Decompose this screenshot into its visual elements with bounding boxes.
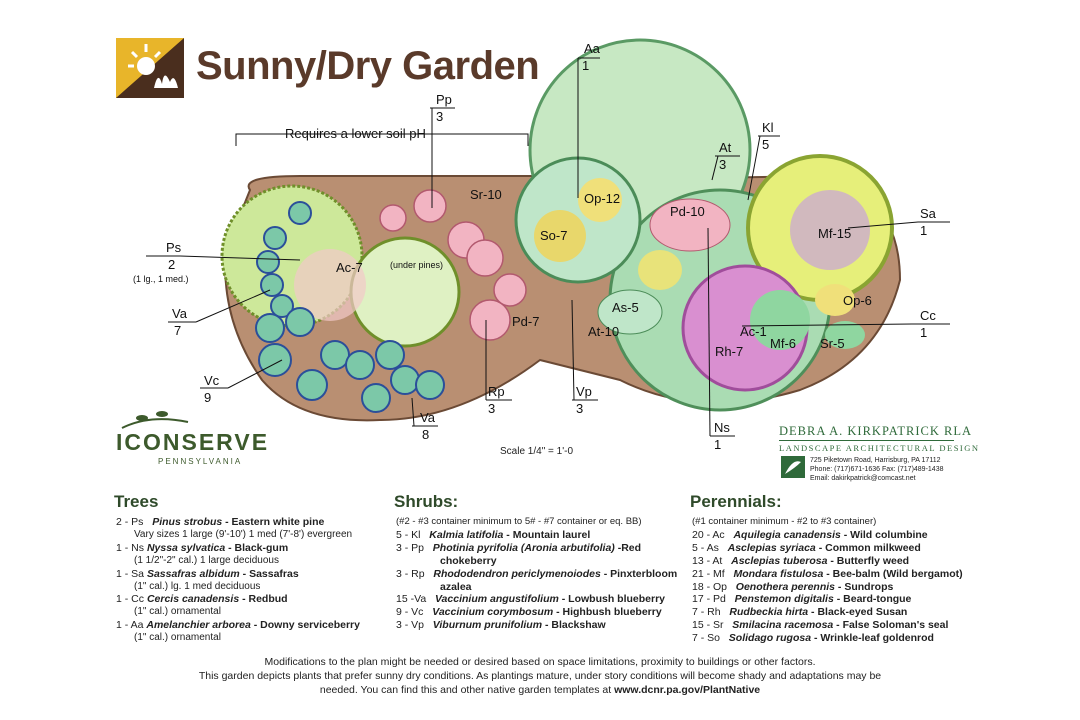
shrubs-heading: Shrubs: [394,492,459,511]
callout-vp: Vp [576,384,592,399]
list-item: 21 - Mf Mondara fistulosa - Bee-balm (Wild bergamot) [692,567,963,580]
list-item: 18 - Op Oenothera perennis - Sundrops [692,580,894,593]
bed-label: Op-6 [843,293,872,308]
ps-note: (1 lg., 1 med.) [133,274,189,284]
bed-label: Pd-7 [512,314,540,329]
callout-va: Va [172,306,187,321]
list-item: 1 - Aa Amelanchier arborea - Downy serviceberry [116,619,360,632]
designer-subtitle: LANDSCAPE ARCHITECTURAL DESIGN [779,443,980,453]
callout-rp-num: 3 [488,401,496,416]
designer-divider [779,440,954,441]
callout-aa-num: 1 [582,58,590,73]
callout-cc: Cc [920,308,936,323]
bed-label: As-5 [612,300,639,315]
list-item: 5 - Kl Kalmia latifolia - Mountain laurel [396,528,591,541]
list-item: 20 - Ac Aquilegia canadensis - Wild columbine [692,528,928,541]
under-pines-note: (under pines) [390,260,444,270]
callout-va2: Va [420,410,435,425]
list-item: 5 - As Asclepias syriaca - Common milkweed [692,541,921,554]
list-item: 1 - Sa Sassafras albidum - Sassafras [116,567,299,580]
bracket-note: Requires a lower soil pH [285,126,426,141]
bed-label: Rh-7 [715,344,744,359]
callout-kl: Kl [762,120,774,135]
callout-vc: Vc [204,373,220,388]
callout-ps: Ps [166,240,182,255]
designer-email: Email: dakirkpatrick@comcast.net [810,475,916,482]
callout-pp: Pp [436,92,452,107]
plantnative-link[interactable]: www.dcnr.pa.gov/PlantNative [614,684,761,696]
trees-heading: Trees [114,492,159,511]
conserve-logo: ICONSERVE [116,429,270,455]
list-item: 3 - Vp Viburnum prunifolium - Blackshaw [396,619,606,632]
callout-vc-num: 9 [204,390,212,405]
callout-aa: Aa [584,41,600,56]
bed-label: Pd-10 [670,204,705,219]
pine-medium [351,238,459,346]
bed-label: Mf-15 [818,226,852,241]
callout-va-num: 7 [174,323,182,338]
callout-at-num: 3 [719,157,727,172]
bed-label: Ac-1 [740,324,767,339]
perennials-heading: Perennials: [690,492,782,511]
list-item: 7 - So Solidago rugosa - Wrinkle-leaf goldenrod [692,632,934,645]
shrubs-list: (#2 - #3 container minimum to 5# - #7 container or eq. BB) 5 - Kl Kalmia latifolia - Mountain laurel 3 - Pp Photinia pyrifolia (Aronia arbutifolia) -Red chokeberry 3 - Rp Rhododendron periclymenoiodes - Pinxterbloom azalea 15 -Va Vaccinium angustifolium - Lowbush blueberry 9 - Vc Vaccinium corymbosum - Highbush blueberry 3 - Vp Viburnum prunifolium - Blackshaw [396,516,678,632]
callout-at: At [719,140,732,155]
bed-label: Sr-5 [820,336,845,351]
list-item: 1 - Ns Nyssa sylvatica - Black-gum [116,541,289,554]
leaf-logo-icon [781,456,805,478]
list-item: 1 - Cc Cercis canadensis - Redbud [116,593,288,606]
designer-phone: Phone: (717)671-1636 Fax: (717)489-1438 [810,466,944,473]
list-item: 15 -Va Vaccinium angustifolium - Lowbush blueberry [396,593,666,606]
list-item: 2 - Ps Pinus strobus - Eastern white pine [116,516,325,528]
callout-pp-num: 3 [436,109,444,124]
bed-label: Op-12 [584,191,621,206]
callout-rp: Rp [488,384,505,399]
list-item: 9 - Vc Vaccinium corymbosum - Highbush blueberry [396,606,662,619]
designer-name: DEBRA A. KIRKPATRICK RLA [779,424,973,438]
bed-label: At-10 [588,324,620,339]
list-item: 15 - Sr Smilacina racemosa - False Soloman's seal [692,619,949,632]
list-item: 7 - Rh Rudbeckia hirta - Black-eyed Susan [692,606,908,619]
page-title: Sunny/Dry Garden [196,44,540,88]
bed-label: Ac-7 [336,260,363,275]
callout-ns-num: 1 [714,437,722,452]
callout-cc-num: 1 [920,325,928,340]
callout-vp-num: 3 [576,401,584,416]
bed-label: So-7 [540,228,568,243]
callout-va2-num: 8 [422,427,430,442]
scale-note: Scale 1/4" = 1'-0 [500,446,574,457]
callout-sa: Sa [920,206,936,221]
branch-logo-icon [120,408,190,430]
list-item: 3 - Pp Photinia pyrifolia (Aronia arbutifolia) -Red [396,541,642,554]
list-item: 13 - At Asclepias tuberosa - Butterfly weed [692,554,910,567]
bed-label: Mf-6 [770,336,796,351]
callout-kl-num: 5 [762,137,770,152]
footer-note: Modifications to the plan might be needed or desired based on space limitations, proximity to buildings or other factors. This garden depicts plants that prefer sunny dry conditions. As plantings mature, under story conditions will become shady and adaptations may be needed. You can find this and other native garden templates at www.dcnr.pa.gov/PlantNative [198,656,882,696]
callout-ps-num: 2 [168,257,176,272]
trees-list: 2 - Ps Pinus strobus - Eastern white pine Vary sizes 1 large (9'-10') 1 med (7'-8') evergreen 1 - Ns Nyssa sylvatica - Black-gum (1 1/2"-2" cal.) 1 large deciduous 1 - Sa Sassafras albidum - Sassafras (1" cal.) lg. 1 med deciduous 1 - Cc Cercis canadensis - Redbud (1" cal.) ornamental 1 - Aa Amelanchier arborea - Downy serviceberry (1" cal.) ornamental [116,516,360,644]
conserve-region: PENNSYLVANIA [158,457,243,466]
list-item: 3 - Rp Rhododendron periclymenoiodes - Pinxterbloom [396,567,678,580]
bed-label: Sr-10 [470,187,502,202]
callout-sa-num: 1 [920,223,928,238]
perennials-list: (#1 container minimum - #2 to #3 container) 20 - Ac Aquilegia canadensis - Wild columbine 5 - As Asclepias syriaca - Common milkweed 13 - At Asclepias tuberosa - Butterfly weed 21 - Mf Mondara fistulosa - Bee-balm (Wild bergamot) 18 - Op Oenothera perennis - Sundrops 17 - Pd Penstemon digitalis - Beard-tongue 7 - Rh Rudbeckia hirta - Black-eyed Susan 15 - Sr Smilacina racemosa - False Soloman's seal 7 - So Solidago rugosa - Wrinkle-leaf goldenrod [692,516,963,645]
designer-address: 725 Piketown Road, Harrisburg, PA 17112 [810,457,941,464]
callout-ns: Ns [714,420,730,435]
list-item: 17 - Pd Penstemon digitalis - Beard-tongue [692,593,912,606]
